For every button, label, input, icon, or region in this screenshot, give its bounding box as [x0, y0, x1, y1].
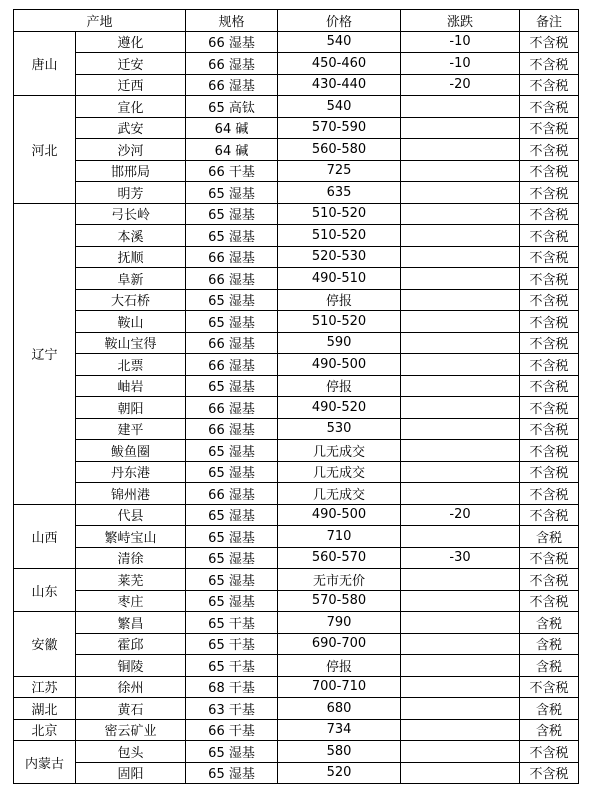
note-cell: 不含税: [520, 590, 579, 612]
table-row: [14, 160, 579, 182]
note-cell: 不含税: [520, 418, 579, 440]
note-cell: 不含税: [520, 483, 579, 505]
price-cell: 570-590: [278, 117, 401, 139]
spec-cell: 65 湿基: [186, 311, 278, 333]
table-row: [14, 397, 579, 419]
place-cell: 莱芜: [76, 569, 186, 591]
table-row: [14, 225, 579, 247]
change-cell: [401, 354, 520, 376]
price-cell: 510-520: [278, 311, 401, 333]
change-cell: [401, 289, 520, 311]
change-cell: [401, 96, 520, 118]
change-cell: -20: [401, 504, 520, 526]
change-cell: [401, 246, 520, 268]
header-note: 备注: [520, 10, 579, 32]
price-cell: 700-710: [278, 676, 401, 698]
spec-cell: 65 湿基: [186, 289, 278, 311]
place-cell: 邯邢局: [76, 160, 186, 182]
table-row: [14, 633, 579, 655]
change-cell: [401, 676, 520, 698]
spec-cell: 66 湿基: [186, 483, 278, 505]
price-cell: 停报: [278, 289, 401, 311]
change-cell: [401, 741, 520, 763]
table-body: [14, 31, 579, 784]
change-cell: [401, 461, 520, 483]
change-cell: [401, 268, 520, 290]
place-cell: 丹东港: [76, 461, 186, 483]
change-cell: [401, 590, 520, 612]
price-cell: 560-570: [278, 547, 401, 569]
place-cell: 代县: [76, 504, 186, 526]
table-row: [14, 332, 579, 354]
table-row: [14, 182, 579, 204]
price-cell: 790: [278, 612, 401, 634]
price-cell: 几无成交: [278, 461, 401, 483]
price-cell: 几无成交: [278, 483, 401, 505]
table-row: [14, 762, 579, 784]
spec-cell: 66 湿基: [186, 268, 278, 290]
table-row: [14, 526, 579, 548]
change-cell: [401, 569, 520, 591]
table-row: [14, 31, 579, 53]
note-cell: 含税: [520, 526, 579, 548]
change-cell: -10: [401, 31, 520, 53]
change-cell: -30: [401, 547, 520, 569]
place-cell: 繁昌: [76, 612, 186, 634]
table-row: [14, 569, 579, 591]
spec-cell: 65 湿基: [186, 590, 278, 612]
note-cell: 不含税: [520, 289, 579, 311]
place-cell: 朝阳: [76, 397, 186, 419]
price-cell: 无市无价: [278, 569, 401, 591]
table-row: [14, 246, 579, 268]
spec-cell: 65 湿基: [186, 225, 278, 247]
header-origin: 产地: [14, 10, 186, 32]
table-row: [14, 612, 579, 634]
price-cell: 520-530: [278, 246, 401, 268]
change-cell: [401, 698, 520, 720]
price-cell: 725: [278, 160, 401, 182]
place-cell: 抚顺: [76, 246, 186, 268]
change-cell: [401, 612, 520, 634]
change-cell: [401, 160, 520, 182]
change-cell: [401, 117, 520, 139]
price-cell: 510-520: [278, 203, 401, 225]
header-price: 价格: [278, 10, 401, 32]
table-row: [14, 719, 579, 741]
place-cell: 霍邱: [76, 633, 186, 655]
place-cell: 铜陵: [76, 655, 186, 677]
note-cell: 不含税: [520, 74, 579, 96]
place-cell: 鞍山宝得: [76, 332, 186, 354]
place-cell: 徐州: [76, 676, 186, 698]
note-cell: 不含税: [520, 225, 579, 247]
price-cell: 490-500: [278, 354, 401, 376]
spec-cell: 66 干基: [186, 719, 278, 741]
note-cell: 不含税: [520, 354, 579, 376]
price-cell: 停报: [278, 655, 401, 677]
table-row: [14, 203, 579, 225]
change-cell: [401, 483, 520, 505]
place-cell: 阜新: [76, 268, 186, 290]
spec-cell: 65 高钛: [186, 96, 278, 118]
table-row: [14, 74, 579, 96]
header-row: [14, 10, 579, 32]
place-cell: 枣庄: [76, 590, 186, 612]
region-cell: 唐山: [14, 31, 76, 96]
region-cell: 湖北: [14, 698, 76, 720]
place-cell: 遵化: [76, 31, 186, 53]
change-cell: [401, 440, 520, 462]
price-cell: 680: [278, 698, 401, 720]
price-cell: 490-500: [278, 504, 401, 526]
spec-cell: 66 湿基: [186, 354, 278, 376]
note-cell: 含税: [520, 633, 579, 655]
place-cell: 武安: [76, 117, 186, 139]
note-cell: 含税: [520, 719, 579, 741]
place-cell: 岫岩: [76, 375, 186, 397]
price-cell: 停报: [278, 375, 401, 397]
spec-cell: 63 干基: [186, 698, 278, 720]
note-cell: 不含税: [520, 547, 579, 569]
spec-cell: 66 湿基: [186, 53, 278, 75]
place-cell: 固阳: [76, 762, 186, 784]
note-cell: 不含税: [520, 461, 579, 483]
place-cell: 清徐: [76, 547, 186, 569]
spec-cell: 65 湿基: [186, 504, 278, 526]
place-cell: 建平: [76, 418, 186, 440]
table-row: [14, 354, 579, 376]
table-row: [14, 483, 579, 505]
note-cell: 不含税: [520, 117, 579, 139]
change-cell: [401, 655, 520, 677]
place-cell: 锦州港: [76, 483, 186, 505]
price-cell: 520: [278, 762, 401, 784]
note-cell: 不含税: [520, 332, 579, 354]
table-row: [14, 53, 579, 75]
note-cell: 不含税: [520, 440, 579, 462]
note-cell: 含税: [520, 655, 579, 677]
note-cell: 不含税: [520, 676, 579, 698]
spec-cell: 66 湿基: [186, 74, 278, 96]
price-cell: 635: [278, 182, 401, 204]
spec-cell: 65 湿基: [186, 741, 278, 763]
note-cell: 不含税: [520, 397, 579, 419]
note-cell: 不含税: [520, 160, 579, 182]
note-cell: 含税: [520, 698, 579, 720]
table-row: [14, 590, 579, 612]
table-row: [14, 655, 579, 677]
place-cell: 繁峙宝山: [76, 526, 186, 548]
spec-cell: 68 干基: [186, 676, 278, 698]
region-cell: 江苏: [14, 676, 76, 698]
table-row: [14, 741, 579, 763]
note-cell: 不含税: [520, 504, 579, 526]
change-cell: [401, 203, 520, 225]
spec-cell: 65 干基: [186, 655, 278, 677]
price-cell: 710: [278, 526, 401, 548]
price-cell: 690-700: [278, 633, 401, 655]
spec-cell: 66 湿基: [186, 332, 278, 354]
spec-cell: 66 干基: [186, 160, 278, 182]
price-cell: 570-580: [278, 590, 401, 612]
price-cell: 580: [278, 741, 401, 763]
spec-cell: 65 湿基: [186, 461, 278, 483]
change-cell: [401, 633, 520, 655]
table-row: [14, 676, 579, 698]
change-cell: [401, 332, 520, 354]
header-change: 涨跌: [401, 10, 520, 32]
price-cell: 540: [278, 96, 401, 118]
price-cell: 510-520: [278, 225, 401, 247]
table-row: [14, 311, 579, 333]
spec-cell: 65 湿基: [186, 762, 278, 784]
change-cell: [401, 526, 520, 548]
note-cell: 不含税: [520, 53, 579, 75]
place-cell: 密云矿业: [76, 719, 186, 741]
place-cell: 黄石: [76, 698, 186, 720]
note-cell: 不含税: [520, 311, 579, 333]
table-row: [14, 139, 579, 161]
spec-cell: 65 湿基: [186, 440, 278, 462]
table-row: [14, 698, 579, 720]
place-cell: 鞍山: [76, 311, 186, 333]
region-cell: 河北: [14, 96, 76, 204]
change-cell: -10: [401, 53, 520, 75]
note-cell: 不含税: [520, 96, 579, 118]
table-row: [14, 504, 579, 526]
price-cell: 490-520: [278, 397, 401, 419]
table-row: [14, 418, 579, 440]
iron-ore-price-table: [13, 9, 579, 784]
price-cell: 734: [278, 719, 401, 741]
price-cell: 几无成交: [278, 440, 401, 462]
region-cell: 辽宁: [14, 203, 76, 504]
region-cell: 山西: [14, 504, 76, 569]
place-cell: 弓长岭: [76, 203, 186, 225]
place-cell: 大石桥: [76, 289, 186, 311]
region-cell: 山东: [14, 569, 76, 612]
region-cell: 内蒙古: [14, 741, 76, 784]
price-cell: 530: [278, 418, 401, 440]
place-cell: 迁安: [76, 53, 186, 75]
note-cell: 不含税: [520, 741, 579, 763]
place-cell: 北票: [76, 354, 186, 376]
header-spec: 规格: [186, 10, 278, 32]
price-cell: 430-440: [278, 74, 401, 96]
spec-cell: 65 湿基: [186, 375, 278, 397]
place-cell: 沙河: [76, 139, 186, 161]
change-cell: [401, 397, 520, 419]
note-cell: 不含税: [520, 31, 579, 53]
note-cell: 不含税: [520, 569, 579, 591]
note-cell: 不含税: [520, 375, 579, 397]
region-cell: 安徽: [14, 612, 76, 677]
place-cell: 本溪: [76, 225, 186, 247]
note-cell: 不含税: [520, 182, 579, 204]
change-cell: [401, 762, 520, 784]
change-cell: [401, 375, 520, 397]
spec-cell: 66 湿基: [186, 246, 278, 268]
note-cell: 不含税: [520, 762, 579, 784]
note-cell: 含税: [520, 612, 579, 634]
spec-cell: 65 湿基: [186, 526, 278, 548]
change-cell: [401, 139, 520, 161]
table-row: [14, 461, 579, 483]
price-cell: 540: [278, 31, 401, 53]
place-cell: 鲅鱼圈: [76, 440, 186, 462]
spec-cell: 65 湿基: [186, 569, 278, 591]
table-row: [14, 289, 579, 311]
price-cell: 490-510: [278, 268, 401, 290]
change-cell: [401, 719, 520, 741]
spec-cell: 65 湿基: [186, 203, 278, 225]
table-row: [14, 96, 579, 118]
spec-cell: 65 干基: [186, 612, 278, 634]
price-cell: 590: [278, 332, 401, 354]
place-cell: 明芳: [76, 182, 186, 204]
price-table-container: [13, 9, 579, 784]
spec-cell: 66 湿基: [186, 397, 278, 419]
spec-cell: 65 湿基: [186, 547, 278, 569]
note-cell: 不含税: [520, 268, 579, 290]
table-row: [14, 117, 579, 139]
price-cell: 450-460: [278, 53, 401, 75]
spec-cell: 65 湿基: [186, 182, 278, 204]
note-cell: 不含税: [520, 246, 579, 268]
place-cell: 迁西: [76, 74, 186, 96]
change-cell: [401, 182, 520, 204]
change-cell: -20: [401, 74, 520, 96]
spec-cell: 64 碱: [186, 117, 278, 139]
table-row: [14, 547, 579, 569]
region-cell: 北京: [14, 719, 76, 741]
spec-cell: 66 湿基: [186, 418, 278, 440]
spec-cell: 65 干基: [186, 633, 278, 655]
note-cell: 不含税: [520, 203, 579, 225]
place-cell: 包头: [76, 741, 186, 763]
table-row: [14, 440, 579, 462]
change-cell: [401, 418, 520, 440]
spec-cell: 64 碱: [186, 139, 278, 161]
table-row: [14, 268, 579, 290]
price-cell: 560-580: [278, 139, 401, 161]
change-cell: [401, 225, 520, 247]
note-cell: 不含税: [520, 139, 579, 161]
spec-cell: 66 湿基: [186, 31, 278, 53]
table-row: [14, 375, 579, 397]
place-cell: 宣化: [76, 96, 186, 118]
change-cell: [401, 311, 520, 333]
